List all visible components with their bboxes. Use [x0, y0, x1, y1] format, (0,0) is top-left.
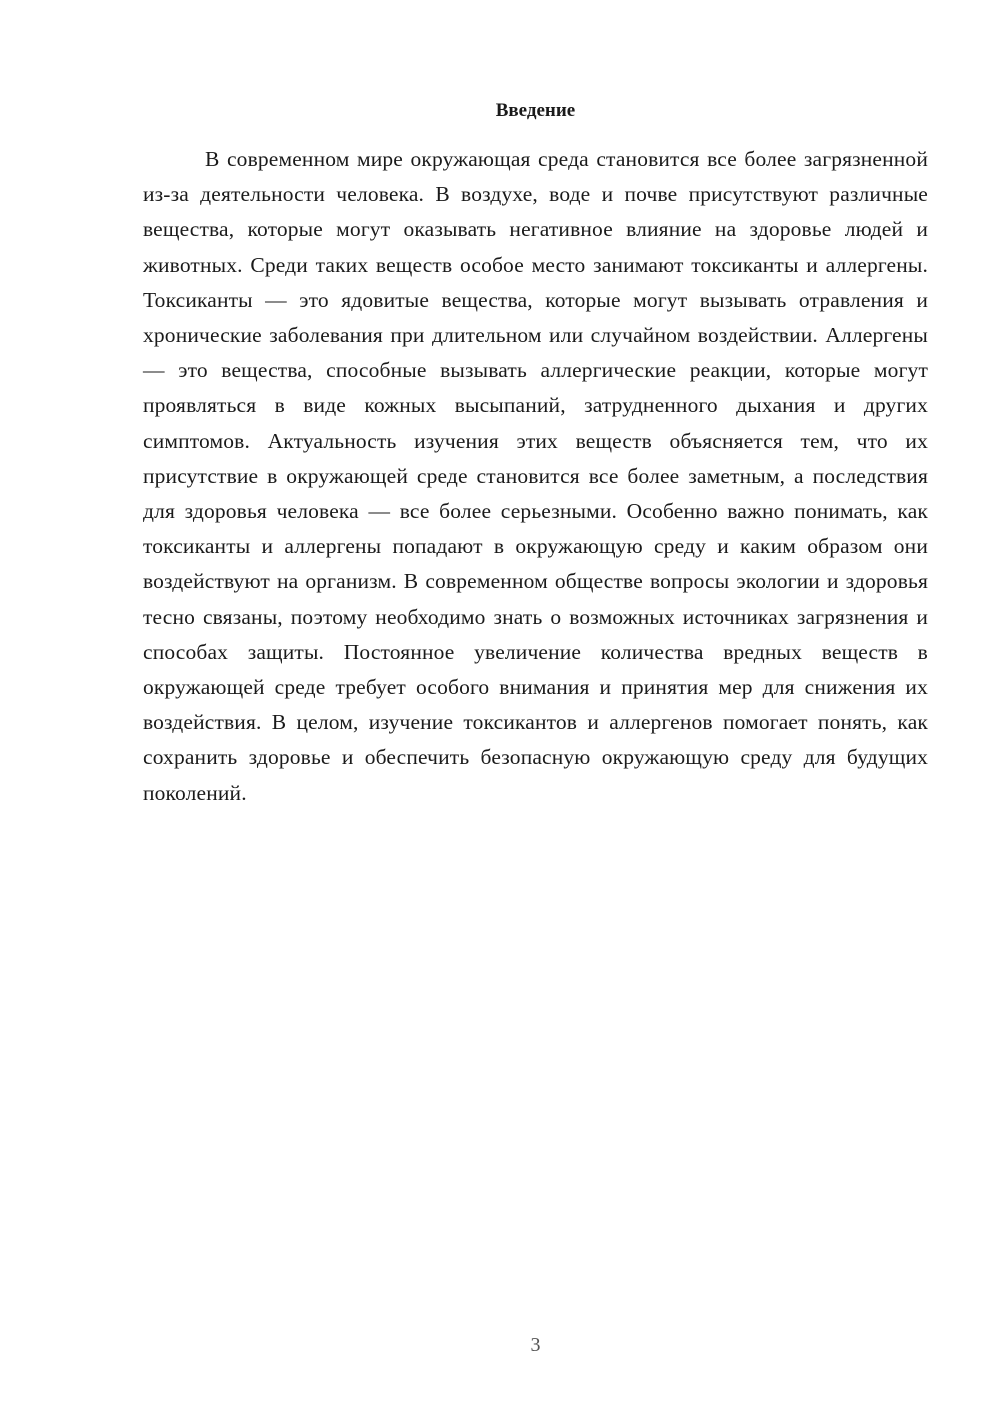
section-heading: Введение [495, 100, 576, 121]
body-paragraph: В современном мире окружающая среда становится все более загрязненной из-за деятельности человека. В воздухе, воде и почве присутствуют различные вещества, которые могут оказывать негативное влияние на здоровье людей и животных. Среди таких веществ особое место занимают токсиканты и аллергены. Токсиканты — это ядовитые вещества, которые могут вызывать отравления и хронические заболевания при длительном или случайном воздействии. Аллергены — это вещества, способные вызывать аллергические реакции, которые могут проявляться в виде кожных высыпаний, затрудненного дыхания и других симптомов. Актуальность изучения этих веществ объясняется тем, что их присутствие в окружающей среде становится все более заметным, а последствия для здоровья человека — все более серьезными. Особенно важно понимать, как токсиканты и аллергены попадают в окружающую среду и каким образом они воздействуют на организм. В современном обществе вопросы экологии и здоровья тесно связаны, поэтому необходимо знать о возможных источниках загрязнения и способах защиты. Постоянное увеличение количества вредных веществ в окружающей среде требует особого внимания и принятия мер для снижения их воздействия. В целом, изучение токсикантов и аллергенов помогает понять, как сохранить здоровье и обеспечить безопасную окружающую среду для будущих поколений. [143, 147, 928, 805]
page-number: 3 [530, 1334, 541, 1356]
